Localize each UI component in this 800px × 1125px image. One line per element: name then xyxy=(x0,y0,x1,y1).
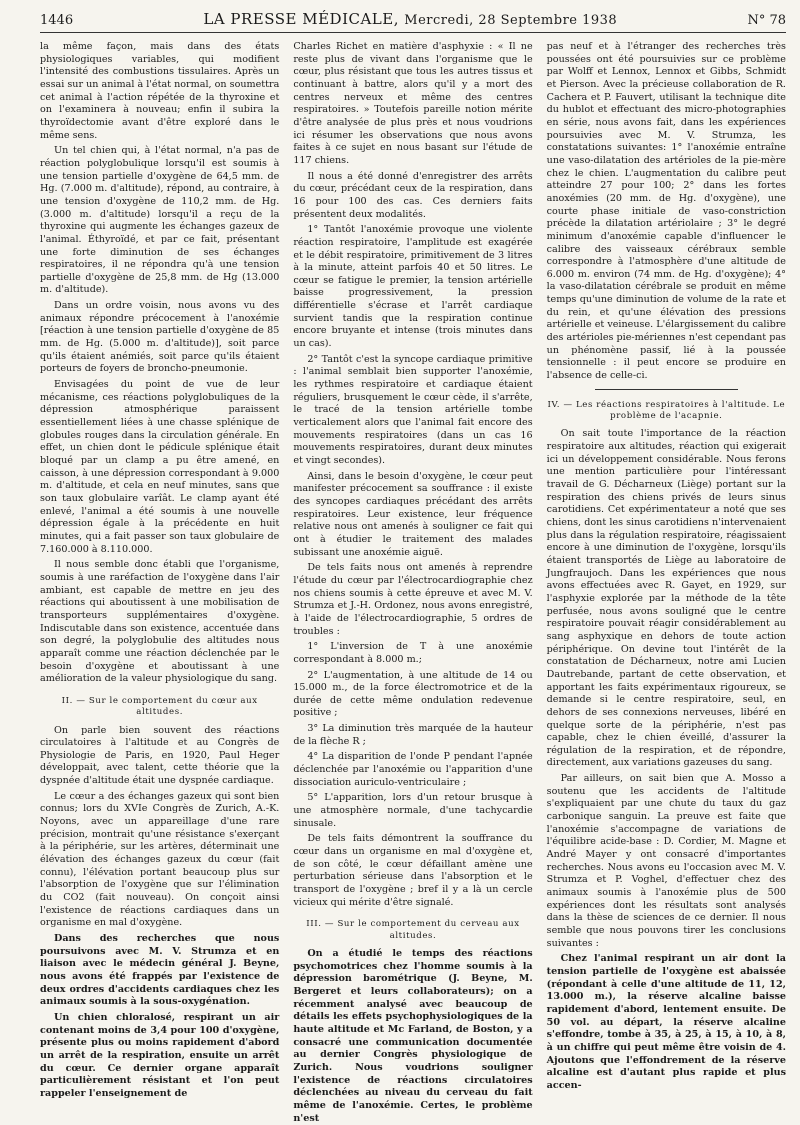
paragraph: Dans un ordre voisin, nous avons vu des animaux répondre précocement à l'anoxémie [réaction à une tension partielle d'oxygène de 85 mm. de Hg. (5.000 m. d'altitude)], soit parce qu'ils étaient anémiés, soit parce qu'ils étaient porteurs de foyers de broncho-pneumonie. xyxy=(40,300,280,375)
journal-name: LA PRESSE MÉDICALE, xyxy=(203,10,399,28)
paragraph: Le cœur a des échanges gazeux qui sont bien connus; lors du XVIe Congrès de Zurich, A.-K. Noyons, avec un appareillage d'une rare précision, montrait qu'une résistance s'exerçant à la périphérie, sur les artères, déterminait une élévation des échanges gazeux du cœur (fait connu), l'élévation portant beaucoup plus sur l'absorption de l'oxygène que sur l'élimination du CO2 (fait nouveau). On conçoit ainsi l'existence de réactions cardiaques dans un organisme en mal d'oxygène. xyxy=(40,790,280,929)
paragraph: Chez l'animal respirant un air dont la tension partielle de l'oxygène est abaissée (répondant à celle d'une altitude de 11, 12, 13.000 m.), la réserve alcaline baisse rapidement d'abord, lentement ensuite. De 50 vol. au départ, la réserve alcaline s'effondre, tombe à 35, à 25, à 15, à 10, à 8, à un chiffre qui peut même être voisin de 4. Ajoutons que l'effondrement de la réserve alcaline est d'autant plus rapide et plus accen- xyxy=(546,953,786,1091)
journal-title xyxy=(203,10,617,28)
paragraph: 2° Tantôt c'est la syncope cardiaque primitive : l'animal semblait bien supporter l'anoxémie, les rythmes respiratoire et cardiaque étaient réguliers, brusquement le cœur cède, il s'arrête, le tracé de la tension artérielle tombe verticalement alors que l'animal fait encore des mouvements respiratoires (dans un cas 16 mouvements respiratoires, durant deux minutes et vingt secondes). xyxy=(293,353,533,466)
column-2 xyxy=(293,41,533,1124)
list-item: 4° La disparition de l'onde P pendant l'apnée déclenchée par l'anoxémie ou l'apparition d'une dissociation auriculo-ventriculaire ; xyxy=(293,751,533,788)
list-item: 3° La diminution très marquée de la hauteur de la flèche R ; xyxy=(293,723,533,747)
issue-number: N° 78 xyxy=(747,13,786,28)
paragraph: De tels faits démontrent la souffrance du cœur dans un organisme en mal d'oxygène et, de son côté, le cœur défaillant amène une perturbation sérieuse dans l'absorption et le transport de l'oxygène ; bref il y a là un cercle vicieux qui mérite d'être signalé. xyxy=(293,833,533,908)
list-item: 2° L'augmentation, à une altitude de 14 ou 15.000 m., de la force électromotrice et de la durée de cette même ondulation redevenue positive ; xyxy=(293,669,533,719)
paragraph: pas neuf et à l'étranger des recherches très poussées ont été poursuivies sur ce problème par Wolff et Lennox, Lennox et Gibbs, Schmidt et Pierson. Avec la précieuse collaboration de R. Cachera et P. Fauvert, utilisant la technique dite du hublot et effectuant des micro-photographies en série, nous avons fait, dans les expériences poursuivies avec M. V. Strumza, les constatations suivantes: 1° l'anoxémie entraîne une vaso-dilatation des artérioles de la pie-mère chez le chien. L'augmentation du calibre peut atteindre 27 pour 100; 2° dans les fortes anoxémies (20 mm. de Hg. d'oxygène), une courte phase initiale de vaso-constriction précède la dilatation artériolaire ; 3° le degré minimum d'anoxémie capable d'influencer le calibre des vaisseaux cérébraux semble correspondre à l'atmosphère d'une altitude de 6.000 m. environ (74 mm. de Hg. d'oxygène); 4° la vaso-dilatation cérébrale se produit en même temps qu'une diminution de volume de la rate et du rein, et qu'une élévation des pressions artérielle et veineuse. L'élargissement du calibre des artérioles pie-mériennes n'est cependant pas un phénomène passif, lié à la poussée tensionnelle : il peut encore se produire en l'absence de celle-ci. xyxy=(546,41,786,382)
paragraph: De tels faits nous ont amenés à reprendre l'étude du cœur par l'électrocardiographie chez nos chiens soumis à cette épreuve et avec M. V. Strumza et J.-H. Ordonez, nous avons enregistré, à l'aide de l'électrocardiographie, 5 ordres de troubles : xyxy=(293,562,533,637)
paragraph: Il nous semble donc établi que l'organisme, soumis à une raréfaction de l'oxygène dans l'air ambiant, est capable de mettre en jeu des réactions qui aboutissent à une mobilisation de transporteurs supplémentaires d'oxygène. Indiscutable dans son existence, accentuée dans son degré, la polyglobulie des altitudes nous apparaît comme une réaction déclenchée par le besoin d'oxygène et aboutissant à une amélioration de la valeur physiologique du sang. xyxy=(40,559,280,685)
paragraph: Il nous a été donné d'enregistrer des arrêts du cœur, précédant ceux de la respiration, dans 16 pour 100 des cas. Ces derniers faits présentent deux modalités. xyxy=(293,170,533,220)
paragraph: On parle bien souvent des réactions circulatoires à l'altitude et au Congrès de Physiologie de Paris, en 1920, Paul Heger développait, avec talent, cette théorie que la dyspnée d'altitude était une dyspnée cardiaque. xyxy=(40,724,280,787)
paragraph: la même façon, mais dans des états physiologiques variables, qui modifient l'intensité des combustions tissulaires. Après un essai sur un animal à l'état normal, on soumettra cet animal à l'action répétée de la thyroxine et on l'examinera à nouveau; enfin il subira la thyroïdectomie avant d'être exploré dans le même sens. xyxy=(40,41,280,141)
list-item: 1° L'inversion de T à une anoxémie correspondant à 8.000 m.; xyxy=(293,641,533,665)
paragraph: On sait toute l'importance de la réaction respiratoire aux altitudes, réaction qui exigerait ici un développement considérable. Nous ferons une mention particulière pour l'intéressant travail de G. Décharneux (Liège) portant sur la respiration des chiens privés de leurs sinus carotidiens. Cet expérimentateur a noté que ses chiens, dont les sinus carotidiens n'intervenaient plus dans la régulation respiratoire, réagissaient encore à une diminution de l'oxygène, lorsqu'ils étaient transportés de Liège au laboratoire de Jungfraujoch. Dans les expériences que nous avons effectuées avec R. Gayet, en 1929, sur l'asphyxie explorée par la méthode de la tête perfusée, nous avons souligné que le centre respiratoire pouvait réagir considérablement au sang asphyxique en dehors de toute action périphérique. On devine tout l'intérêt de la constatation de Décharneux, notre ami Lucien Dautrebande, partant de cette observation, et apportant les faits expérimentaux rigoureux, se demande si le centre respiratoire, seul, en dehors de ses connexions nerveuses, libéré en quelque sorte de la périphérie, n'est pas capable, chez le chien éveillé, d'assurer la régulation de la respiration, et de répondre, directement, aux variations gazeuses du sang. xyxy=(546,428,786,769)
paragraph: Charles Richet en matière d'asphyxie : « Il ne reste plus de vivant dans l'organisme que le cœur, plus résistant que tous les autres tissus et continuant à battre, alors qu'il y a mort des centres nerveux et même des centres respiratoires. » Toutefois pareille notion mérite d'être analysée de plus près et nous voudrions ici résumer les observations que nous avons faites à ce sujet en nous basant sur l'étude de 117 chiens. xyxy=(293,41,533,166)
column-3 xyxy=(546,41,786,1091)
section-heading-3: III. — Sur le comportement du cerveau aux altitudes. xyxy=(306,919,520,941)
page-header xyxy=(40,10,786,33)
paragraph: Envisagées du point de vue de leur mécanisme, ces réactions polyglobuliques de la dépression atmosphérique paraissent essentiellement liées à une chasse splénique de globules rouges dans la circulation générale. En effet, un chien dont le pédicule splénique était bloqué par un clamp a pu être amené, en caisson, à une dépression correspondant à 9.000 m. d'altitude, et cela en neuf minutes, sans que son taux globulaire varîât. Le clamp ayant été enlevé, l'animal a été soumis à une nouvelle dépression égale à la précédente en huit minutes, qui a fait passer son taux globulaire de 7.160.000 à 8.110.000. xyxy=(40,379,280,555)
paragraph: 1° Tantôt l'anoxémie provoque une violente réaction respiratoire, l'amplitude est exagérée et le débit respiratoire, primitivement de 3 litres à la minute, atteint parfois 40 et 50 litres. Le cœur se fatigue le premier, la tension artérielle baisse progressivement, la pression différentielle s'écrase et l'arrêt cardiaque survient tandis que la respiration continue encore bruyante et intense (trois minutes dans un cas). xyxy=(293,224,533,350)
column-1 xyxy=(40,41,280,1099)
paragraph: Un chien chloralosé, respirant un air contenant moins de 3,4 pour 100 d'oxygène, présente plus ou moins rapidement d'abord un arrêt de la respiration, ensuite un arrêt du cœur. Ce dernier organe apparaît particulièrement résistant et l'on peut rappeler l'enseignement de xyxy=(40,1011,280,1099)
article-columns xyxy=(40,41,786,1124)
section-heading-4: IV. — Les réactions respiratoires à l'altitude. Le problème de l'acapnie. xyxy=(547,399,786,422)
list-item: 5° L'apparition, lors d'un retour brusque à une atmosphère normale, d'une tachycardie sinusale. xyxy=(293,792,533,829)
section-heading-2: II. — Sur le comportement du cœur aux altitudes. xyxy=(61,695,258,718)
paragraph: Un tel chien qui, à l'état normal, n'a pas de réaction polyglobulique lorsqu'il est soumis à une tension partielle d'oxygène de 64,5 mm. de Hg. (7.000 m. d'altitude), répond, au contraire, à une tension d'oxygène de 110,2 mm. de Hg. (3.000 m. d'altitude) lorsqu'il a reçu de la thyroxine qui augmente les échanges gazeux de l'animal. Éthyroïdé, et par ce fait, présentant une forte diminution de ses échanges respiratoires, il ne répondra qu'à une tension partielle d'oxygène de 25,8 mm. de Hg (13.000 m. d'altitude). xyxy=(40,145,280,296)
paragraph: On a étudié le temps des réactions psychomotrices chez l'homme soumis à la dépression barométrique (J. Beyne, M. Bergeret et leurs collaborateurs); on a récemment analysé avec beaucoup de détails les effets psychophysiologiques de la haute altitude et Mc Farland, de Boston, y a consacré une communication documentée au dernier Congrès physiologique de Zurich. Nous voudrions souligner l'existence de réactions circulatoires déclenchées au niveau du cerveau du fait même de l'anoxémie. Certes, le problème n'est xyxy=(293,948,533,1124)
paragraph: Par ailleurs, on sait bien que A. Mosso a soutenu que les accidents de l'altitude s'expliquaient par une chute du taux du gaz carbonique sanguin. La preuve est faite que l'anoxémie s'accompagne de variations de l'équilibre acide-base : D. Cordier, M. Magne et André Mayer y ont consacré d'importantes recherches. Nous avons eu l'occasion avec M. V. Strumza et P. Voghel, d'effectuer chez des animaux soumis à l'anoxémie plus de 500 expériences dont les résultats sont analysés dans la thèse de sciences de ce dernier. Il nous semble que nous pouvons tirer les conclusions suivantes : xyxy=(546,773,786,949)
page-number: 1446 xyxy=(40,13,74,28)
paragraph: Ainsi, dans le besoin d'oxygène, le cœur peut manifester précocement sa souffrance : il existe des syncopes cardiaques précédant des arrêts respiratoires. Leur existence, leur fréquence relative nous ont amenés à souligner ce fait qui ont à étudier le traitement des malades subissant une anoxémie aiguë. xyxy=(293,470,533,558)
issue-date: Mercredi, 28 Septembre 1938 xyxy=(404,13,618,28)
paragraph: Dans des recherches que nous poursuivons avec M. V. Strumza et en liaison avec le médecin général J. Beyne, nous avons été frappés par l'existence de deux ordres d'accidents cardiaques chez les animaux soumis à la sous-oxygénation. xyxy=(40,933,280,1008)
divider xyxy=(595,389,739,390)
